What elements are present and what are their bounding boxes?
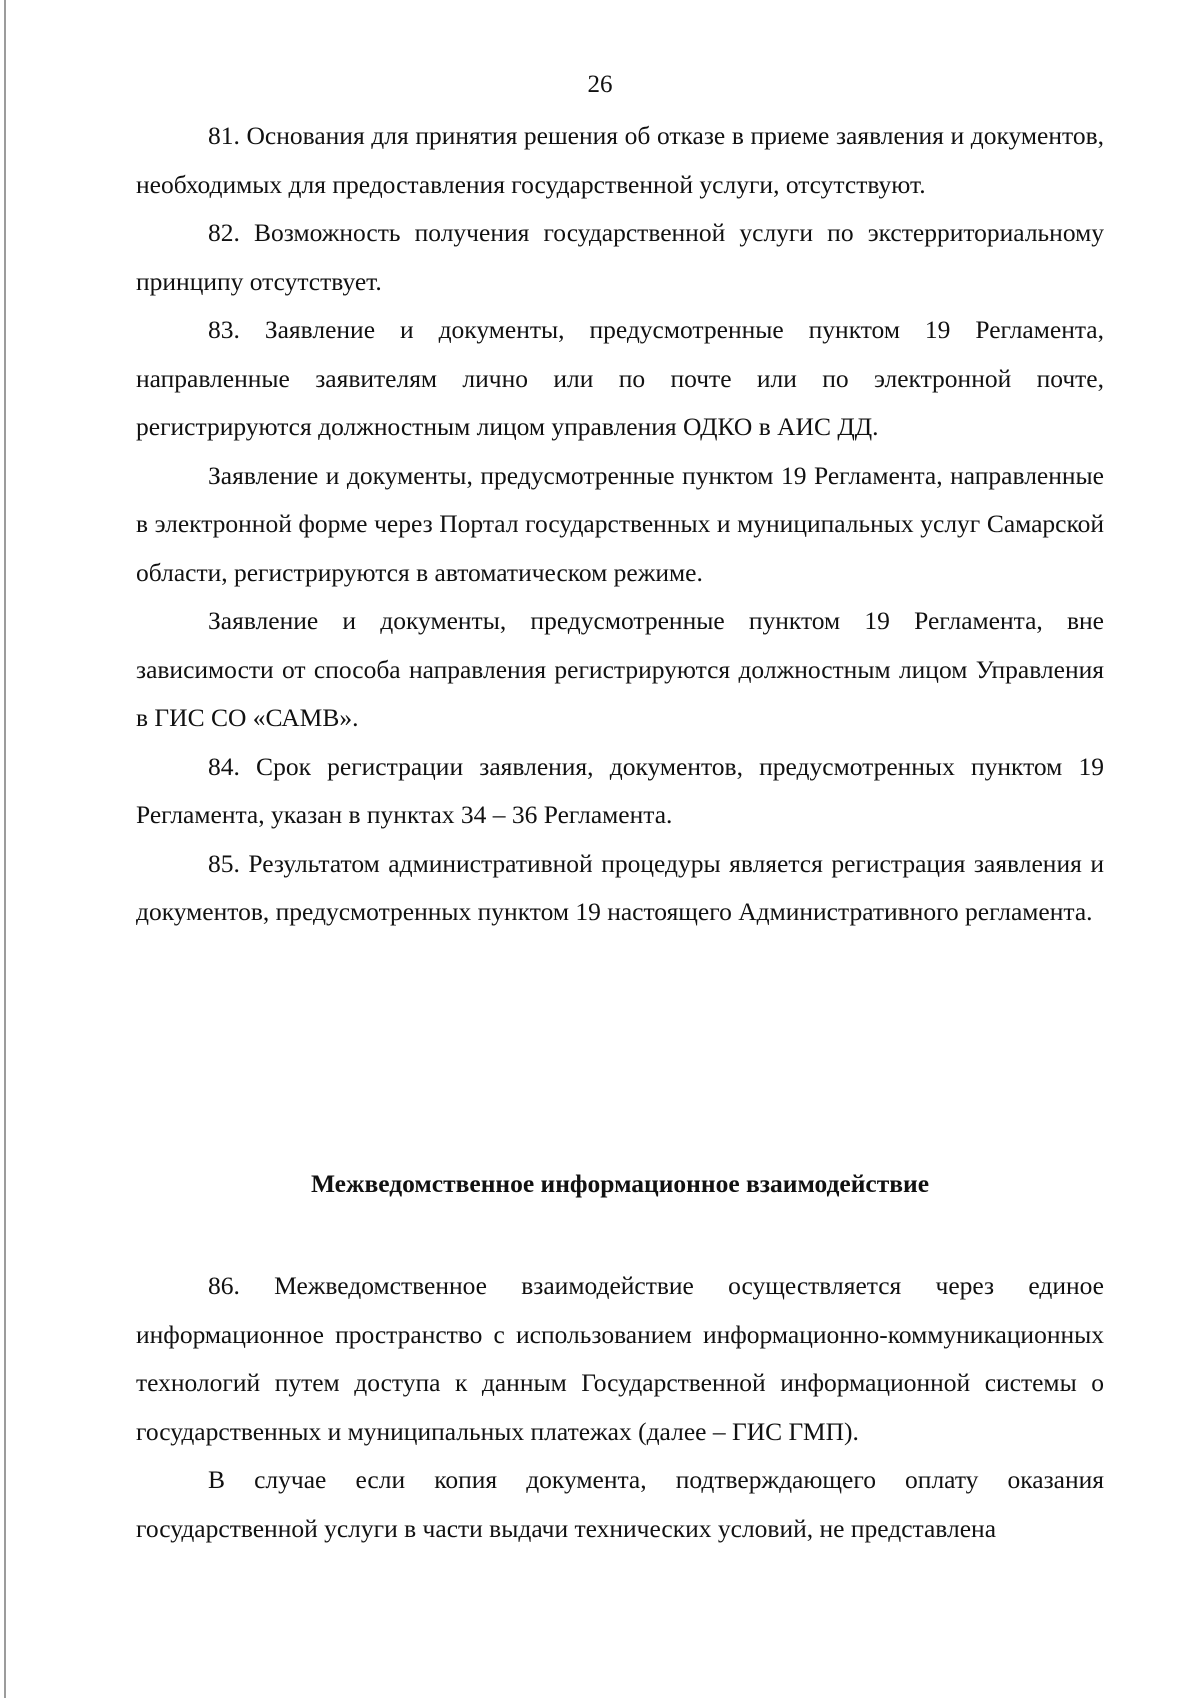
paragraph-85: 85. Результатом административной процедуры является регистрация заявления и документов, предусмотренных пунктом 19 настоящего Административного регламента.: [136, 848, 1104, 926]
page-number: 26: [587, 71, 613, 98]
lower-text-block: [136, 1262, 1104, 1553]
paragraph-86-payment: В случае если копия документа, подтверждающего оплату оказания государственной услуги в части выдачи технических условий, не представлена: [136, 1465, 1104, 1543]
paragraph-83: 83. Заявление и документы, предусмотренные пунктом 19 Регламента, направленные заявителям лично или по почте или по электронной почте, регистрируются должностным лицом управления ОДКО в АИС ДД.: [136, 315, 1104, 441]
main-text-block: [136, 112, 1104, 937]
paragraph-83-portal: Заявление и документы, предусмотренные пунктом 19 Регламента, направленные в электронной форме через Портал государственных и муниципальных услуг Самарской области, регистрируются в автоматическом режиме.: [136, 460, 1104, 587]
paragraph-82: 82. Возможность получения государственной услуги по экстерриториальному принципу отсутствует.: [136, 218, 1104, 296]
paragraph-86: 86. Межведомственное взаимодействие осуществляется через единое информационное пространство с использованием информационно-коммуникационных технологий путем доступа к данным Государственной информационной системы о государственных и муниципальных платежах (далее – ГИС ГМП).: [136, 1271, 1104, 1446]
scan-edge-line: [4, 0, 6, 1698]
paragraph-83-samv: Заявление и документы, предусмотренные пунктом 19 Регламента, вне зависимости от способа направления регистрируются должностным лицом Управления в ГИС СО «САМВ».: [136, 606, 1104, 732]
section-heading-wrapper: [136, 1160, 1104, 1208]
paragraph-84: 84. Срок регистрации заявления, документов, предусмотренных пунктом 19 Регламента, указан в пунктах 34 – 36 Регламента.: [136, 751, 1104, 829]
paragraph-81: 81. Основания для принятия решения об отказе в приеме заявления и документов, необходимых для предоставления государственной услуги, отсутствуют.: [136, 121, 1104, 199]
section-heading: Межведомственное информационное взаимодействие: [310, 1169, 930, 1198]
